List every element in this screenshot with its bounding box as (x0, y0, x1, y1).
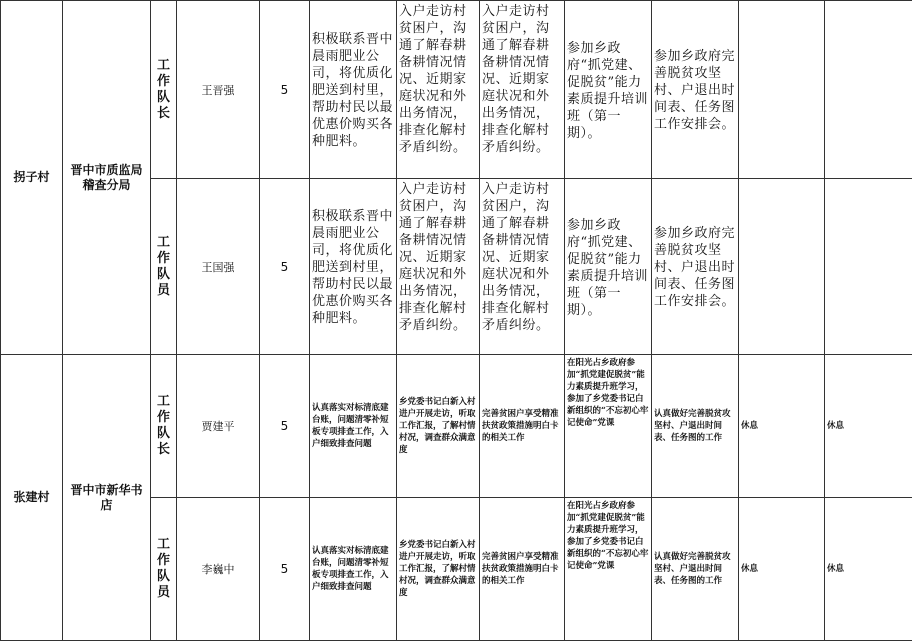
day-entry: 休息 (825, 355, 912, 498)
day-entry: 积极联系晋中晨雨肥业公司，将优质化肥送到村里，帮助村民以最优惠价购买各种肥料。 (310, 179, 397, 355)
day-entry (825, 1, 912, 179)
day-entry (739, 1, 825, 179)
day-entry (739, 179, 825, 355)
day-entry: 认真做好完善脱贫攻坚村、户退出时间表、任务图的工作 (652, 355, 739, 498)
day-entry: 参加乡政府完善脱贫攻坚村、户退出时间表、任务图工作安排会。 (652, 1, 739, 179)
day-entry: 入户走访村贫困户，沟通了解春耕备耕情况情况、近期家庭状况和外出务情况，排查化解村矛盾纠纷。 (397, 1, 480, 179)
unit-cell: 晋中市新华书店 (63, 355, 151, 641)
day-entry: 参加乡政府“抓党建、促脱贫”能力素质提升培训班（第一期）。 (565, 1, 652, 179)
role-cell: 工 作 队 员 (151, 498, 177, 641)
day-entry: 认真落实对标清底建台账，问题清零补短板专项排查工作，入户细致排查问题 (310, 498, 397, 641)
day-entry: 在阳光占乡政府参加“抓党建促脱贫”能力素质提升班学习，参加了乡党委书记白新组织的“不忘初心牢记使命”党课 (565, 498, 652, 641)
day-entry: 参加乡政府完善脱贫攻坚村、户退出时间表、任务图工作安排会。 (652, 179, 739, 355)
table-row (1, 355, 912, 498)
role-cell: 工 作 队 长 (151, 1, 177, 179)
name-cell: 王国强 (177, 179, 260, 355)
day-entry: 参加乡政府“抓党建、促脱贫”能力素质提升培训班（第一期）。 (565, 179, 652, 355)
day-entry: 入户走访村贫困户，沟通了解春耕备耕情况情况、近期家庭状况和外出务情况，排查化解村矛盾纠纷。 (480, 179, 565, 355)
unit-cell: 晋中市质监局稽查分局 (63, 1, 151, 355)
name-cell: 王晋强 (177, 1, 260, 179)
day-entry: 积极联系晋中晨雨肥业公司，将优质化肥送到村里，帮助村民以最优惠价购买各种肥料。 (310, 1, 397, 179)
day-entry (825, 179, 912, 355)
role-cell: 工 作 队 员 (151, 179, 177, 355)
day-entry: 完善贫困户享受精准扶贫政策措施明白卡的相关工作 (480, 355, 565, 498)
day-entry: 在阳光占乡政府参加“抓党建促脱贫”能力素质提升班学习，参加了乡党委书记白新组织的“不忘初心牢记使命”党课 (565, 355, 652, 498)
day-entry: 入户走访村贫困户，沟通了解春耕备耕情况情况、近期家庭状况和外出务情况，排查化解村矛盾纠纷。 (397, 179, 480, 355)
days-cell: 5 (260, 179, 310, 355)
day-entry: 入户走访村贫困户，沟通了解春耕备耕情况情况、近期家庭状况和外出务情况，排查化解村矛盾纠纷。 (480, 1, 565, 179)
day-entry: 休息 (825, 498, 912, 641)
days-cell: 5 (260, 355, 310, 498)
day-entry: 认真落实对标清底建台账，问题清零补短板专项排查工作，入户细致排查问题 (310, 355, 397, 498)
name-cell: 贾建平 (177, 355, 260, 498)
day-entry: 休息 (739, 355, 825, 498)
day-entry: 乡党委书记白新入村进户开展走访，听取工作汇报，了解村情村况，调查群众满意度 (397, 498, 480, 641)
days-cell: 5 (260, 498, 310, 641)
table-row (1, 1, 912, 179)
day-entry: 认真做好完善脱贫攻坚村、户退出时间表、任务图的工作 (652, 498, 739, 641)
village-cell: 张建村 (1, 355, 63, 641)
name-cell: 李巍中 (177, 498, 260, 641)
role-cell: 工 作 队 长 (151, 355, 177, 498)
day-entry: 乡党委书记白新入村进户开展走访，听取工作汇报，了解村情村况，调查群众满意度 (397, 355, 480, 498)
village-cell: 拐子村 (1, 1, 63, 355)
day-entry: 休息 (739, 498, 825, 641)
day-entry: 完善贫困户享受精准扶贫政策措施明白卡的相关工作 (480, 498, 565, 641)
days-cell: 5 (260, 1, 310, 179)
